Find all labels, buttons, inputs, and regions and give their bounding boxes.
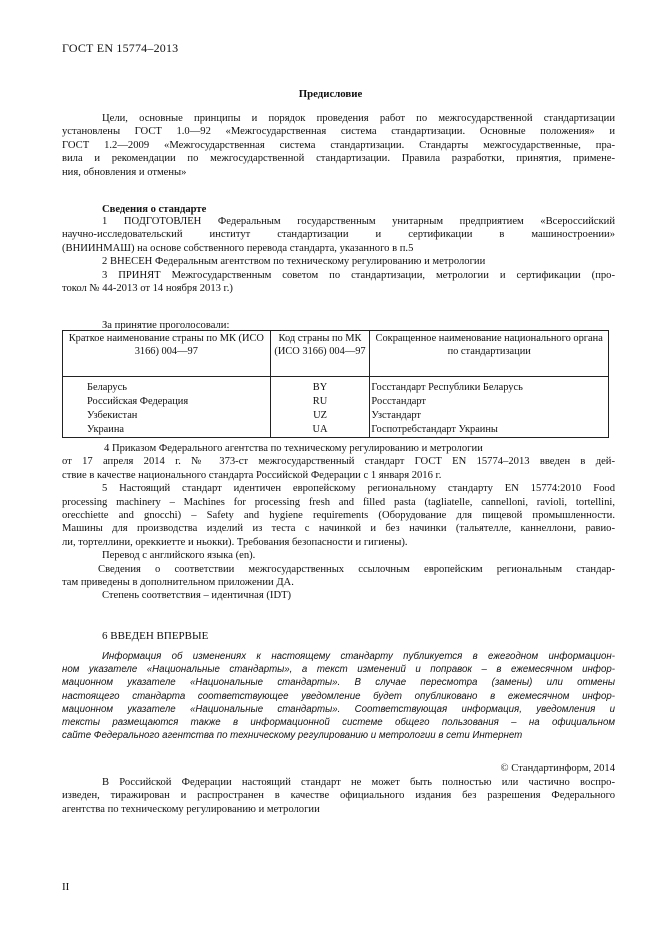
item-4-line: ствие в качестве национального стандарта Российской Федерации с 1 января 2016 г. <box>62 469 442 481</box>
references-line: там приведены в дополнительном приложении ДА. <box>62 577 294 589</box>
rf-line: изведен, тиражирован и распространен в качестве официального издания без разрешения Федерального <box>62 790 615 802</box>
copyright: © Стандартинформ, 2014 <box>500 763 615 774</box>
info-line: ном указателе «Национальные стандарты», а текст изменений и поправок – в ежемесячном инфор- <box>62 664 615 676</box>
text-line: ния, обновления и отмены» <box>62 166 187 178</box>
code-cell: BY <box>270 377 370 396</box>
standard-info-items <box>62 215 615 295</box>
text-line: ГОСТ 1.2—2009 «Межгосударственная система стандартизации. Стандарты межгосударственные, пра- <box>62 139 615 151</box>
vote-label: За принятие проголосовали: <box>102 320 230 331</box>
country-cell: Беларусь <box>63 377 271 396</box>
text-line: вила и рекомендации по межгосударственной стандартизации. Правила разработки, принятия, примене- <box>62 153 615 165</box>
country-cell: Украина <box>63 423 271 438</box>
text-line: Цели, основные принципы и порядок проведения работ по межгосударственной стандартизации <box>102 113 615 124</box>
item-5-line: ли, тортеллини, ореккиетте и ньокки). Требования безопасности и гигиены). <box>62 536 408 548</box>
item-3-line: 3 ПРИНЯТ Межгосударственным советом по стандартизации, метрологии и сертификации (про- <box>102 269 615 281</box>
foreword-title: Предисловие <box>298 88 363 100</box>
rf-line: В Российской Федерации настоящий стандарт не может быть полностью или частично воспро- <box>102 777 615 788</box>
item-5-line: processing machinery – Machines for processing fresh and filled pasta (tagliatelle, cannelloni, ravioli, tortellini, <box>62 496 615 508</box>
code-cell: UA <box>270 423 370 438</box>
info-line: мационном указателе «Национальные стандарты». В случае пересмотра (замены) или отмены <box>62 677 615 689</box>
table-row <box>63 409 609 423</box>
info-line: тексты размещаются также в информационной системе общего пользования – на официальном <box>62 717 615 729</box>
item-5-line: 5 Настоящий стандарт идентичен европейскому региональному стандарту EN 15774:2010 Food <box>102 483 615 495</box>
item-3-line: токол № 44-2013 от 14 ноября 2013 г.) <box>62 283 233 295</box>
info-line: сайте Федерального агентства по техническому регулированию и метрологии в сети Интернет <box>62 730 523 742</box>
country-cell: Узбекистан <box>63 409 271 423</box>
references-line: Сведения о соответствии межгосударственных ссылочным европейским региональным стандар- <box>98 563 615 575</box>
document-code: ГОСТ EN 15774–2013 <box>62 41 179 55</box>
rf-line: агентства по техническому регулированию и метрологии <box>62 803 320 815</box>
info-line: Информация об изменениях к настоящему стандарту публикуется в ежегодном информацион- <box>102 651 615 662</box>
item-4-line: 4 Приказом Федерального агентства по техническому регулированию и метрологии <box>104 443 483 454</box>
body-cell: Росстандарт <box>370 395 609 409</box>
info-line: настоящего стандарта соответствующее уведомление будет опубликовано в ежемесячном инфор- <box>62 690 615 702</box>
item-2: 2 ВНЕСЕН Федеральным агентством по техническому регулированию и метрологии <box>102 256 486 268</box>
voting-table <box>62 330 609 438</box>
item-5-line: orecchiette and gnocchi) – Safety and hygiene requirements (Оборудование для пищевой промышленности. <box>62 510 615 522</box>
foreword-intro <box>62 112 615 179</box>
code-cell: UZ <box>270 409 370 423</box>
table-header-country: Краткое наименование страны по МК (ИСО 3166) 004—97 <box>63 331 271 377</box>
table-header-body: Сокращенное наименование национального органа по стандартизации <box>370 331 609 377</box>
item-1-line: научно-исследовательский институт стандартизации и сертификации в машиностроении» <box>62 229 615 241</box>
body-cell: Госстандарт Республики Беларусь <box>370 377 609 396</box>
rf-notice <box>62 776 615 816</box>
standard-info-title: Сведения о стандарте <box>102 204 207 215</box>
country-cell: Российская Федерация <box>63 395 271 409</box>
table-row <box>63 377 609 396</box>
standard-info-items-continued <box>62 442 615 603</box>
translation-note: Перевод с английского языка (en). <box>102 550 256 562</box>
code-cell: RU <box>270 395 370 409</box>
table-row <box>63 423 609 438</box>
table-header-code: Код страны по МК (ИСО 3166) 004—97 <box>270 331 370 377</box>
item-5-line: Машины для производства изделий из теста с начинкой и без начинки (тальятелле, каннеллони, равио- <box>62 523 615 535</box>
page-number: II <box>62 881 70 893</box>
info-line: мационном указателе «Национальные стандарты». Соответствующая информация, уведомления и <box>62 703 615 715</box>
info-notice <box>62 650 615 742</box>
body-cell: Узстандарт <box>370 409 609 423</box>
item-1-line: 1 ПОДГОТОВЛЕН Федеральным государственным унитарным предприятием «Всероссийский <box>102 216 615 227</box>
body-cell: Госпотребстандарт Украины <box>370 423 609 438</box>
table-row <box>63 395 609 409</box>
item-4-line: от 17 апреля 2014 г. № 373-ст межгосударственный стандарт ГОСТ EN 15774–2013 введен в дей- <box>62 456 615 468</box>
item-6: 6 ВВЕДЕН ВПЕРВЫЕ <box>102 630 209 642</box>
conformity-degree: Степень соответствия – идентичная (IDT) <box>102 590 292 602</box>
item-1-line: (ВНИИНМАШ) на основе собственного перевода стандарта, указанного в п.5 <box>62 242 414 254</box>
text-line: установлены ГОСТ 1.0—92 «Межгосударственная система стандартизации. Основные положения» и <box>62 126 615 138</box>
